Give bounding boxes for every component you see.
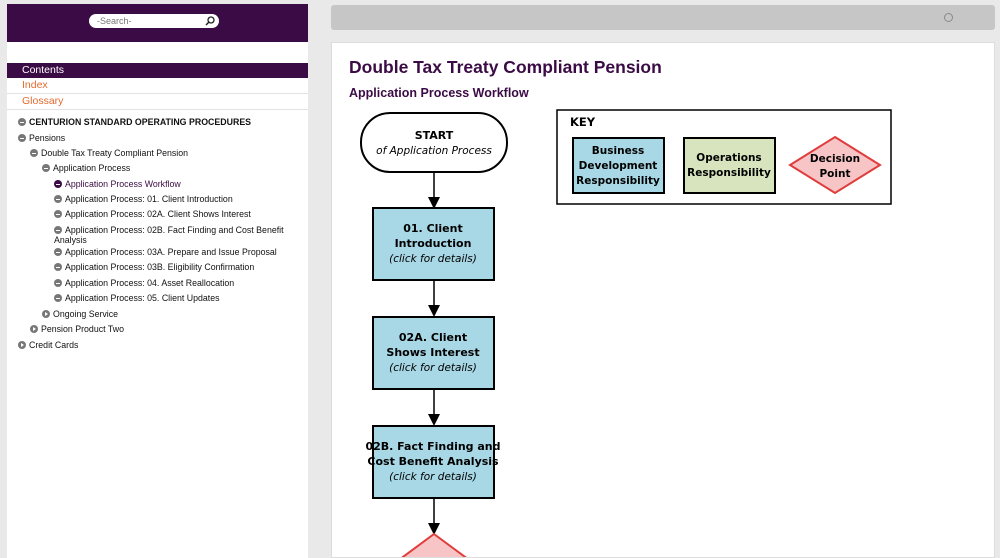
- page-icon: [54, 294, 62, 302]
- search-input[interactable]: [89, 14, 219, 28]
- tab-glossary[interactable]: Glossary: [7, 94, 308, 110]
- expand-icon[interactable]: [18, 341, 26, 349]
- start-label: START: [414, 129, 454, 142]
- tree-item-root[interactable]: CENTURION STANDARD OPERATING PROCEDURES: [29, 117, 252, 127]
- toolbar-icon[interactable]: [944, 13, 953, 22]
- page-icon: [54, 210, 62, 218]
- search-placeholder: -Search-: [97, 16, 132, 26]
- selected-page-icon: [54, 180, 62, 188]
- step-details-link[interactable]: (click for details): [389, 471, 477, 483]
- content-pane: [331, 42, 995, 558]
- step-details-link[interactable]: (click for details): [389, 253, 477, 265]
- tree-item-04[interactable]: Application Process: 04. Asset Reallocation: [65, 278, 235, 288]
- step-title: 02B. Fact Finding and: [365, 440, 501, 453]
- page-title: Double Tax Treaty Compliant Pension: [349, 57, 662, 77]
- step-02a-client-shows-interest[interactable]: [373, 317, 494, 389]
- key-decision-label: Decision: [809, 153, 861, 165]
- tab-index[interactable]: Index: [7, 78, 308, 94]
- step-details-link[interactable]: (click for details): [389, 362, 477, 374]
- expand-icon[interactable]: [42, 310, 50, 318]
- step-title: Shows Interest: [386, 346, 480, 359]
- start-node: [361, 113, 507, 172]
- step-title: 01. Client: [403, 222, 463, 235]
- page-icon: [54, 248, 62, 256]
- page-icon: [54, 195, 62, 203]
- collapse-icon[interactable]: [18, 118, 26, 126]
- step-02b-fact-finding[interactable]: [365, 426, 500, 498]
- search-band: [7, 4, 308, 42]
- key-title: KEY: [570, 115, 596, 129]
- tree-item-application-process[interactable]: Application Process: [53, 163, 131, 173]
- start-sublabel: of Application Process: [376, 145, 492, 157]
- decision-diamond[interactable]: [388, 534, 480, 557]
- page-subtitle: Application Process Workflow: [349, 86, 529, 100]
- top-toolbar: [331, 5, 995, 30]
- sidebar: [7, 4, 308, 558]
- step-title: 02A. Client: [398, 331, 468, 344]
- key-bd-label: Responsibility: [576, 175, 660, 187]
- key-bd-label: Development: [578, 160, 658, 172]
- tree-item-credit-cards[interactable]: Credit Cards: [29, 340, 79, 350]
- tree-item-02a[interactable]: Application Process: 02A. Client Shows Interest: [65, 209, 251, 219]
- collapse-icon[interactable]: [18, 134, 26, 142]
- tree-item-03a[interactable]: Application Process: 03A. Prepare and Issue Proposal: [65, 247, 277, 257]
- tab-contents[interactable]: Contents: [7, 63, 308, 78]
- key-ops-label: Responsibility: [687, 167, 771, 179]
- collapse-icon[interactable]: [42, 164, 50, 172]
- key-legend: [557, 110, 891, 204]
- tree-item-workflow[interactable]: Application Process Workflow: [65, 179, 181, 189]
- tree-item-pensions[interactable]: Pensions: [29, 133, 66, 143]
- tree-item-product-two[interactable]: Pension Product Two: [41, 324, 124, 334]
- tree-item-03b[interactable]: Application Process: 03B. Eligibility Confirmation: [65, 262, 255, 272]
- workflow-diagram: [332, 43, 994, 557]
- tree-item-ongoing[interactable]: Ongoing Service: [53, 309, 119, 319]
- key-bd-label: Business: [591, 145, 645, 157]
- step-01-client-introduction[interactable]: [373, 208, 494, 280]
- expand-icon[interactable]: [30, 325, 38, 333]
- key-ops-label: Operations: [696, 152, 762, 164]
- step-title: Cost Benefit Analysis: [367, 455, 499, 468]
- key-ops-swatch: [684, 138, 775, 193]
- search-icon[interactable]: [205, 16, 215, 26]
- tree-item-02b[interactable]: Application Process: 02B. Fact Finding and Cost Benefit Analysis: [54, 225, 284, 245]
- step-title: Introduction: [394, 237, 472, 250]
- collapse-icon[interactable]: [30, 149, 38, 157]
- tree-item-dtt-pension[interactable]: Double Tax Treaty Compliant Pension: [41, 148, 189, 158]
- key-decision-label: Point: [819, 168, 851, 180]
- page-icon: [54, 263, 62, 271]
- page-icon: [54, 279, 62, 287]
- tree-item-01[interactable]: Application Process: 01. Client Introduction: [65, 194, 233, 204]
- tree-item-05[interactable]: Application Process: 05. Client Updates: [65, 293, 220, 303]
